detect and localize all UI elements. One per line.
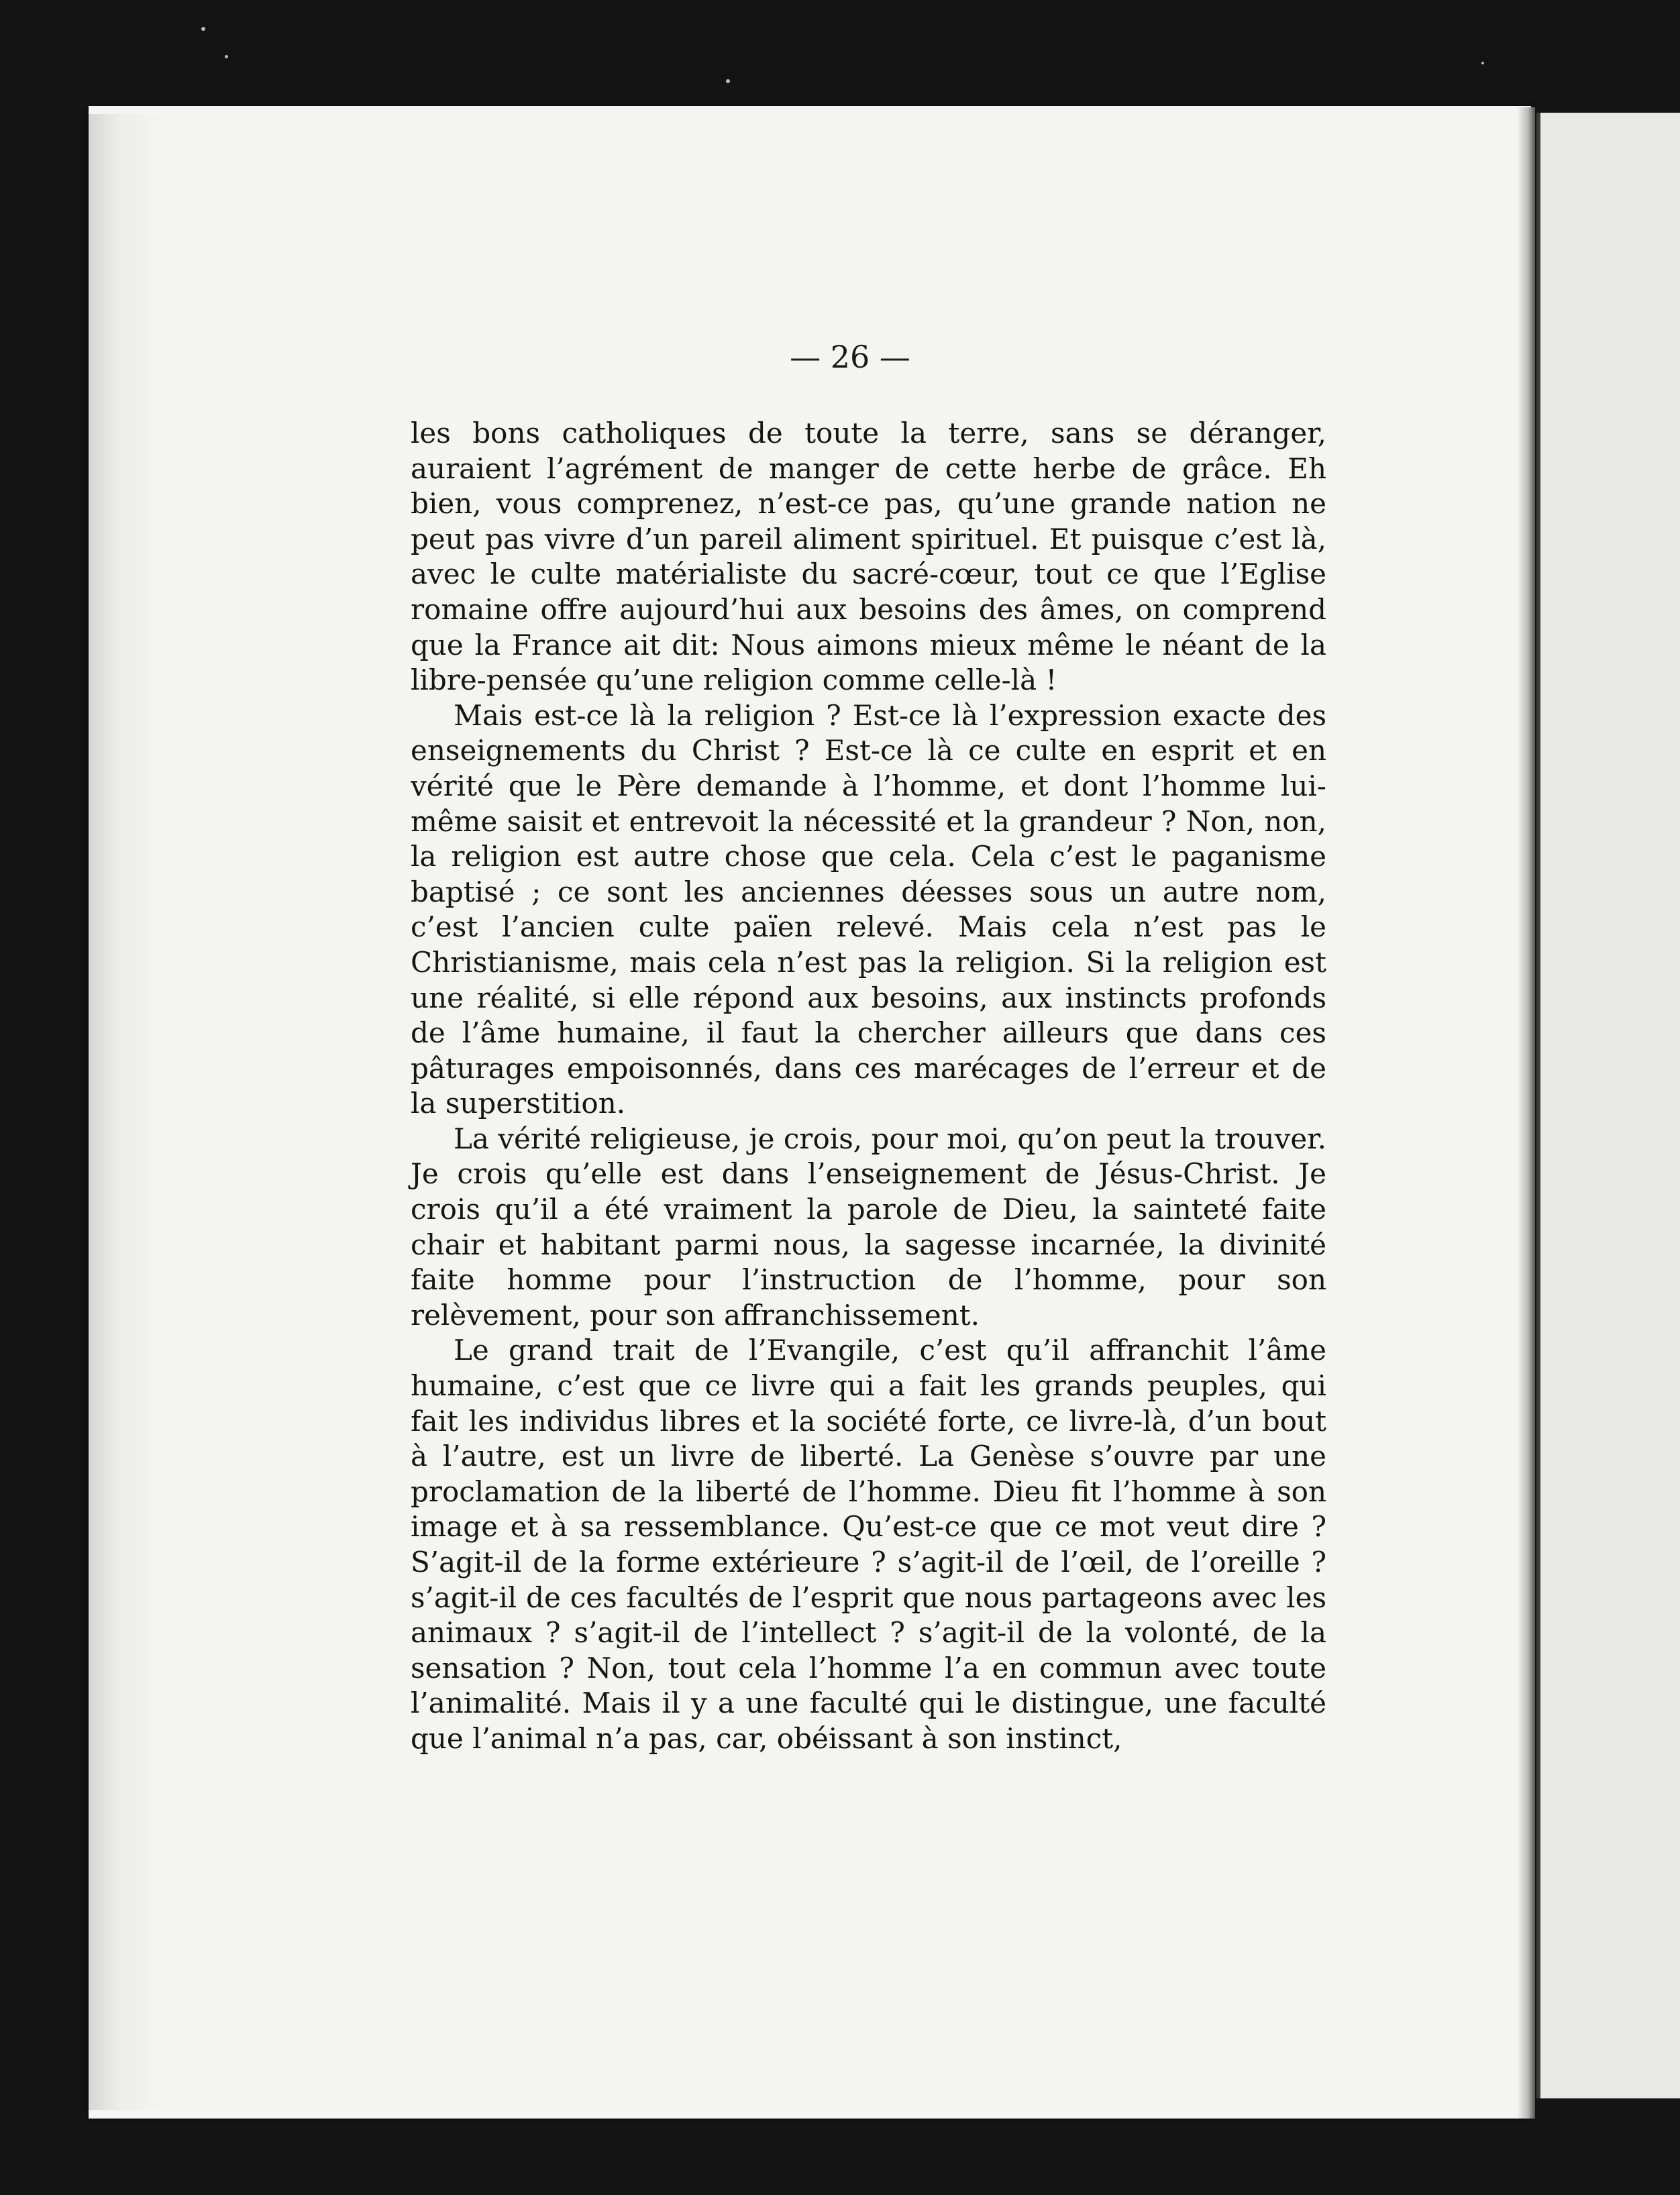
page-right-edge (1518, 107, 1535, 2119)
page-number: — 26 — (790, 339, 910, 375)
paragraph: Le grand trait de l’Evangile, c’est qu’il affranchit l’âme humaine, c’est que ce livre qui a fait les grands peuples, qui fait les individus libres et la société forte, ce livre-là, d’un bout à l’autre, est un livre de liberté. La Genèse s’ouvre par une proclamation de la liberté de l’homme. Dieu fit l’homme à son image et à sa ressemblance. Qu’est-ce que ce mot veut dire ? S’agit-il de la forme extérieure ? s’agit-il de l’œil, de l’oreille ? s’agit-il de ces facultés de l’esprit que nous partageons avec les animaux ? s’agit-il de l’intellect ? s’agit-il de la volonté, de la sensation ? Non, tout cela l’homme l’a en commun avec toute l’animalité. Mais il y a une faculté qui le distingue, une faculté que l’animal n’a pas, car, obéissant à son instinct, (411, 1334, 1326, 1755)
facing-page-edge (1536, 113, 1680, 2098)
paragraph: La vérité religieuse, je crois, pour moi, qu’on peut la trouver. Je crois qu’elle est dans l’enseignement de Jésus-Christ. Je crois qu’il a été vraiment la parole de Dieu, la sainteté faite chair et habitant parmi nous, la sagesse incarnée, la divinité faite homme pour l’instruction de l’homme, pour son relèvement, pour son affranchissement. (411, 1122, 1326, 1332)
dust-speck (1481, 62, 1484, 64)
dust-speck (726, 79, 730, 83)
paragraph-continued: les bons catholiques de toute la terre, sans se déranger, auraient l’agrément de manger de cette herbe de grâce. Eh bien, vous comprenez, n’est-ce pas, qu’une grande nation ne peut pas vivre d’un pareil aliment spirituel. Et puisque c’est là, avec le culte matérialiste du sacré-cœur, tout ce que l’Eglise romaine offre aujourd’hui aux besoins des âmes, on comprend que la France ait dit: Nous aimons mieux même le néant de la libre-pensée qu’une religion comme celle-là ! (411, 417, 1326, 697)
page-gutter-shading (89, 114, 162, 2110)
body-text (411, 416, 1326, 1757)
paragraph: Mais est-ce là la religion ? Est-ce là l’expression exacte des enseignements du Christ ? Est-ce là ce culte en esprit et en vérité que le Père demande à l’homme, et dont l’homme lui-même saisit et entrevoit la nécessité et la grandeur ? Non, non, la religion est autre chose que cela. Cela c’est le paganisme baptisé ; ce sont les anciennes déesses sous un autre nom, c’est l’ancien culte païen relevé. Mais cela n’est pas le Christianisme, mais cela n’est pas la religion. Si la religion est une réalité, si elle répond aux besoins, aux instincts profonds de l’âme humaine, il faut la chercher ailleurs que dans ces pâturages empoisonnés, dans ces marécages de l’erreur et de la superstition. (411, 698, 1326, 1120)
dust-speck (201, 27, 205, 31)
dust-speck (225, 55, 228, 58)
